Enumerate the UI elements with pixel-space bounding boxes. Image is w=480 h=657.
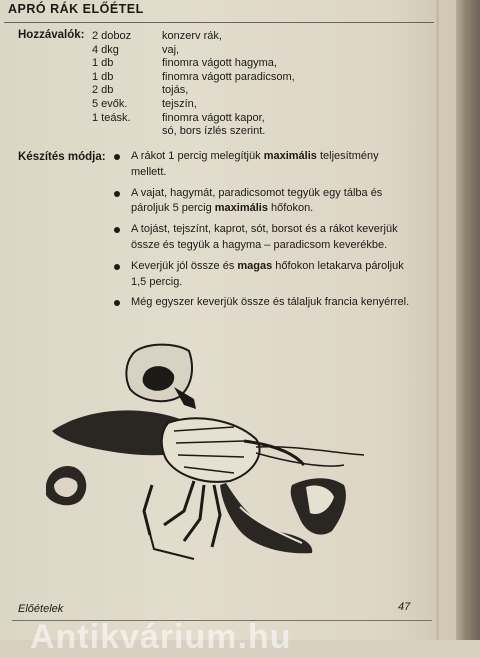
ingredient-quantity: 1 db <box>92 70 114 83</box>
ingredient-row <box>0 125 440 139</box>
bullet-icon <box>114 154 120 160</box>
bullet-icon <box>114 191 120 197</box>
mushroom-drawing <box>126 345 196 409</box>
step-text: Keverjük jól össze és <box>131 259 238 272</box>
ingredient-row <box>0 71 440 85</box>
ingredient-name: finomra vágott kapor, <box>162 111 265 124</box>
step-text: A tojást, tejszínt, kaprot, sót, borsot és a rákot keverjük össze és tegyük a hagyma – paradicsom keverékbe. <box>131 223 398 251</box>
ingredient-quantity: 1 teásk. <box>92 111 131 124</box>
ingredients-label: Hozzávalók: <box>18 29 85 41</box>
step-text: A rákot 1 percig melegítjük <box>131 150 264 162</box>
book-spine <box>456 0 480 640</box>
ingredient-name: finomra vágott hagyma, <box>162 57 277 70</box>
step-emphasis: maximális <box>214 202 268 215</box>
ingredient-row <box>0 44 440 58</box>
ingredient-row <box>0 84 440 98</box>
method-step <box>112 295 412 311</box>
ingredient-name: só, bors ízlés szerint. <box>162 125 266 138</box>
ingredient-quantity: 5 evők. <box>92 97 128 110</box>
step-text-end: hőfokon letakarva pároljuk 1,5 percig. <box>131 259 404 288</box>
ingredient-name: konzerv rák, <box>162 30 222 42</box>
method-step <box>112 259 412 291</box>
title-divider <box>4 22 434 23</box>
bullet-icon <box>114 300 120 306</box>
ingredient-name: tejszín, <box>162 97 197 110</box>
ingredient-quantity: 4 dkg <box>92 43 119 56</box>
step-emphasis: magas <box>237 259 273 272</box>
page-number: 47 <box>398 601 411 613</box>
method-step <box>112 149 412 181</box>
ingredient-quantity: 1 db <box>92 57 114 70</box>
step-text-end: teljesítmény mellett. <box>131 150 379 178</box>
watermark-logo: Antikvárium.hu <box>30 618 292 656</box>
ingredients-list <box>0 30 440 139</box>
method-label: Készítés módja: <box>18 151 106 163</box>
bullet-icon <box>114 264 120 270</box>
method-step <box>112 222 412 254</box>
recipe-title: APRÓ RÁK ELŐÉTEL <box>8 2 144 16</box>
ingredient-name: tojás, <box>162 84 189 97</box>
step-text: A vajat, hagymát, paradicsomot tegyük egy tálba és pároljuk 5 percig <box>131 186 383 215</box>
ingredient-name: finomra vágott paradicsom, <box>162 70 295 83</box>
step-text: Még egyszer keverjük össze és tálaljuk francia kenyérrel. <box>131 296 410 309</box>
ingredient-row <box>0 30 440 44</box>
footer-section: Előételek <box>18 603 64 615</box>
step-text-end: hőfokon. <box>267 202 314 215</box>
ingredient-row <box>0 112 440 126</box>
ingredient-row <box>0 98 440 112</box>
bullet-icon <box>114 227 120 233</box>
crayfish-drawing <box>52 410 364 559</box>
crayfish-illustration <box>44 335 374 565</box>
ingredient-name: vaj, <box>162 43 180 56</box>
method-steps <box>112 149 412 316</box>
ingredient-row <box>0 57 440 71</box>
lemon-drawing <box>46 466 86 505</box>
ingredient-quantity: 2 db <box>92 84 114 97</box>
step-emphasis: maximális <box>263 150 317 162</box>
ingredient-quantity: 2 doboz <box>92 30 132 42</box>
method-step <box>112 186 412 218</box>
